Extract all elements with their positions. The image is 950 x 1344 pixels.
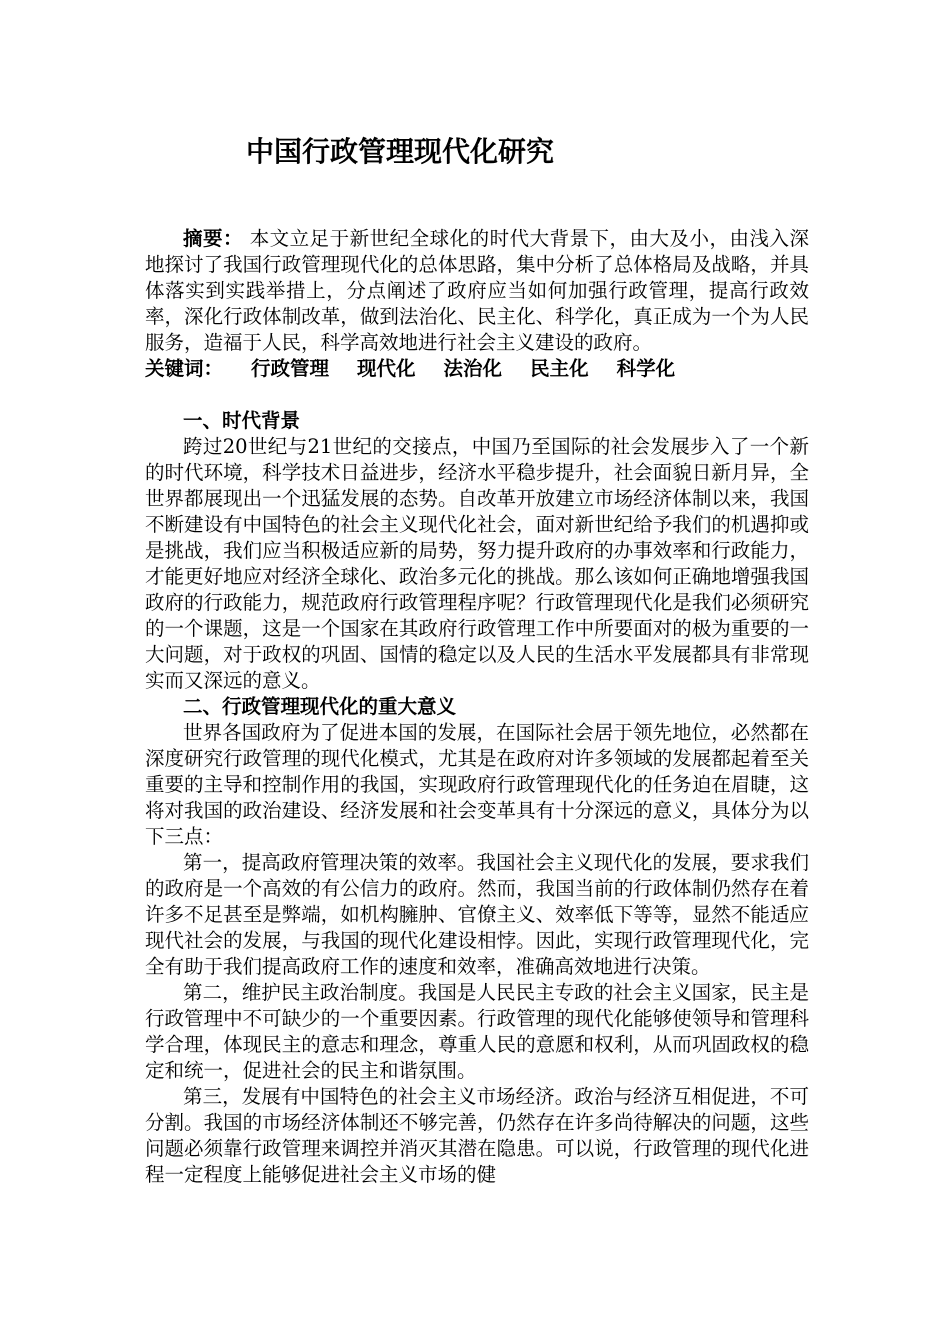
keyword: 法治化 — [443, 357, 503, 380]
keyword: 行政管理 — [251, 357, 330, 380]
document-body — [145, 226, 809, 1188]
paragraph: 第二，维护民主政治制度。我国是人民民主专政的社会主义国家，民主是行政管理中不可缺少的一个重要因素。行政管理的现代化能够使领导和管理科学合理，体现民主的意志和理念，尊重人民的意愿和权利，从而巩固政权的稳定和统一，促进社会的民主和谐氛围。 — [145, 981, 809, 1082]
keywords-line — [145, 356, 809, 382]
paragraph: 世界各国政府为了促进本国的发展，在国际社会居于领先地位，必然都在深度研究行政管理的现代化模式，尤其是在政府对许多领域的发展都起着至关重要的主导和控制作用的我国，实现政府行政管理现代化的任务迫在眉睫，这将对我国的政治建设、经济发展和社会变革具有十分深远的意义，具体分为以下三点： — [145, 721, 809, 848]
section-heading: 一、时代背景 — [183, 409, 301, 432]
abstract-text: 本文立足于新世纪全球化的时代大背景下，由大及小，由浅入深地探讨了我国行政管理现代化的总体思路，集中分析了总体格局及战略，并具体落实到实践举措上，分点阐述了政府应当如何加强行政管理，提高行政效率，深化行政体制改革，做到法治化、民主化、科学化，真正成为一个为人民服务，造福于人民，科学高效地进行社会主义建设的政府。 — [145, 227, 809, 354]
keywords-label: 关键词： — [145, 357, 224, 380]
spacer — [145, 382, 809, 408]
document-title: 中国行政管理现代化研究 — [245, 135, 554, 168]
section-heading: 二、行政管理现代化的重大意义 — [183, 695, 457, 718]
paragraph: 跨过20世纪与21世纪的交接点，中国乃至国际的社会发展步入了一个新的时代环境，科学技术日益进步，经济水平稳步提升，社会面貌日新月异，全世界都展现出一个迅猛发展的态势。自改革开放建立市场经济体制以来，我国不断建设有中国特色的社会主义现代化社会，面对新世纪给予我们的机遇抑或是挑战，我们应当积极适应新的局势，努力提升政府的办事效率和行政能力，才能更好地应对经济全球化、政治多元化的挑战。那么该如何正确地增强我国政府的行政能力，规范政府行政管理程序呢？行政管理现代化是我们必须研究的一个课题，这是一个国家在其政府行政管理工作中所要面对的极为重要的一大问题，对于政权的巩固、国情的稳定以及人民的生活水平发展都具有非常现实而又深远的意义。 — [145, 435, 809, 692]
keyword: 科学化 — [616, 357, 676, 380]
abstract-label: 摘要： — [183, 227, 243, 250]
abstract-paragraph — [145, 226, 809, 356]
keyword: 民主化 — [530, 357, 589, 380]
keyword: 现代化 — [357, 357, 416, 380]
paragraph: 第三，发展有中国特色的社会主义市场经济。政治与经济互相促进，不可分割。我国的市场经济体制还不够完善，仍然存在许多尚待解决的问题，这些问题必须靠行政管理来调控并消灭其潜在隐患。可以说，行政管理的现代化进程一定程度上能够促进社会主义市场的健 — [145, 1085, 809, 1186]
paragraph: 第一，提高政府管理决策的效率。我国社会主义现代化的发展，要求我们的政府是一个高效的有公信力的政府。然而，我国当前的行政体制仍然存在着许多不足甚至是弊端，如机构臃肿、官僚主义、效率低下等等，显然不能适应现代社会的发展，与我国的现代化建设相悖。因此，实现行政管理现代化，完全有助于我们提高政府工作的速度和效率，准确高效地进行决策。 — [145, 851, 809, 978]
